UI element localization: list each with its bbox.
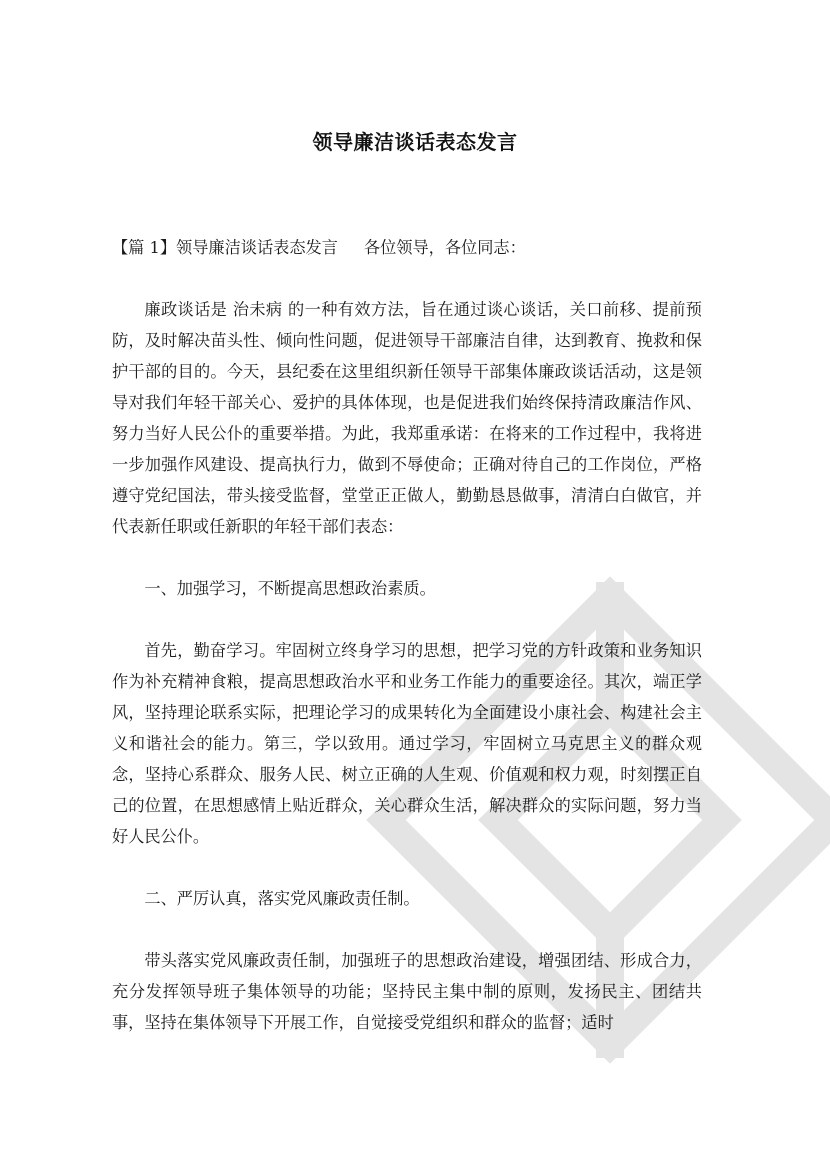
- section-heading-2: 二、严厉认真，落实党风廉政责任制。: [144, 889, 420, 908]
- paragraph-1: 廉政谈话是 治未病 的一种有效方法，旨在通过谈心谈话，关口前移、提前预防，及时解决苗头性、倾向性问题，促进领导干部廉洁自律，达到教育、挽救和保护干部的目的。今天，县纪委在这里组织新任领导干部集体廉政谈话活动，这是领导对我们年轻干部关心、爱护的具体体现，也是促进我们始终保持清政廉洁作风、努力当好人民公仆的重要举措。为此，我郑重承诺：在将来的工作过程中，我将进一步加强作风建设、提高执行力，做到不辱使命；正确对待自己的工作岗位，严格遵守党纪国法，带头接受监督，堂堂正正做人，勤勤恳恳做事，清清白白做官，并代表新任职或任新职的年轻干部们表态：: [112, 300, 702, 536]
- greeting: 各位领导，各位同志：: [363, 238, 526, 257]
- paragraph-3: 带头落实党风廉政责任制，加强班子的思想政治建设，增强团结、形成合力，充分发挥领导班子集体领导的功能；坚持民主集中制的原则，发扬民主、团结共事，坚持在集体领导下开展工作，自觉接受党组织和群众的监督；适时: [112, 951, 702, 1032]
- intro-line: [112, 232, 702, 263]
- document-body: [112, 232, 702, 1069]
- paragraph-2: 首先，勤奋学习。牢固树立终身学习的思想，把学习党的方针政策和业务知识作为补充精神食粮，提高思想政治水平和业务工作能力的重要途径。其次，端正学风，坚持理论联系实际，把理论学习的成果转化为全面建设小康社会、构建社会主义和谐社会的能力。第三，学以致用。通过学习，牢固树立马克思主义的群众观念，坚持心系群众、服务人民、树立正确的人生观、价值观和权力观，时刻摆正自己的位置，在思想感情上贴近群众，关心群众生活，解决群众的实际问题，努力当好人民公仆。: [112, 641, 702, 846]
- document-title: 领导廉洁谈话表态发言: [312, 130, 518, 154]
- section-heading-1: 一、加强学习，不断提高思想政治素质。: [144, 579, 436, 598]
- section-label: 【篇 1】领导廉洁谈话表态发言: [112, 238, 338, 257]
